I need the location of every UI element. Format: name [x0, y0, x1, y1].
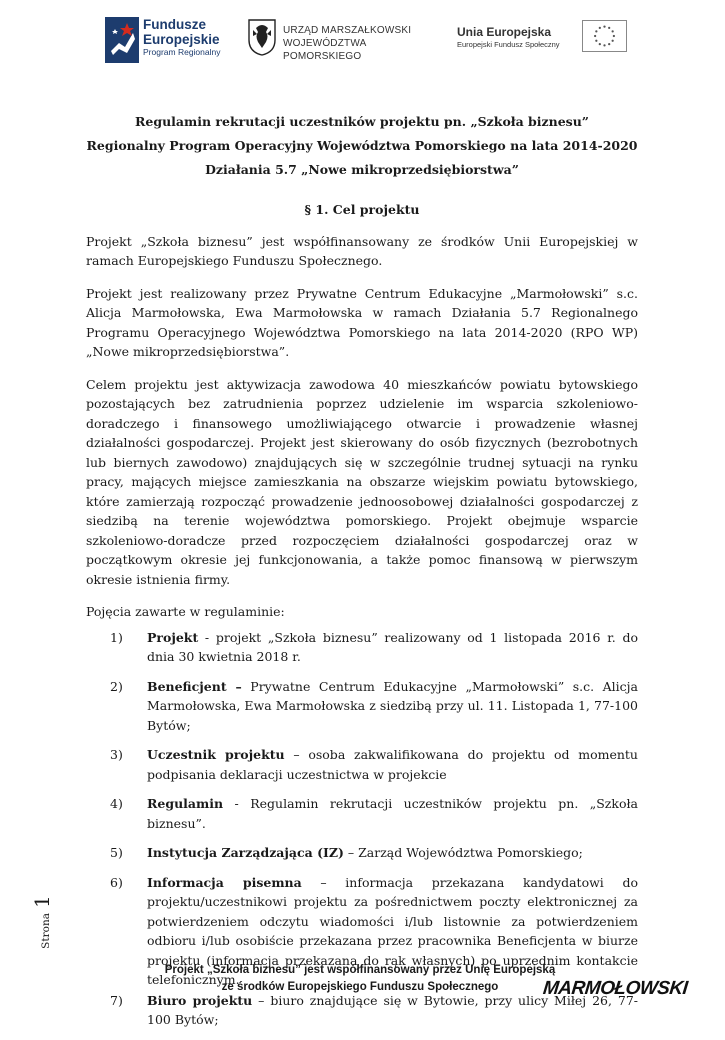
ue-line-1: Unia Europejska	[457, 25, 552, 39]
doc-title-line-3: Działania 5.7 „Nowe mikroprzedsiębiorstwa”	[205, 162, 519, 177]
list-item	[86, 628, 638, 667]
definition-term: Uczestnik projektu	[147, 747, 285, 762]
ue-line-2: Europejski Fundusz Społeczny	[457, 40, 560, 49]
definition-text: – osoba zakwalifikowana do projektu od momentu podpisania deklaracji uczestnictwa w projekcie	[147, 747, 638, 782]
list-number: 1)	[110, 629, 123, 645]
definition-term: Informacja pisemna	[147, 874, 302, 890]
definitions-intro: Pojęcia zawarte w regulaminie:	[86, 604, 285, 619]
um-line-2: WOJEWÓDZTWA POMORSKIEGO	[283, 38, 366, 62]
list-item	[86, 843, 638, 863]
urzad-marszalkowski-logo	[247, 18, 437, 64]
list-item	[86, 745, 638, 784]
list-number: 5)	[110, 845, 123, 860]
um-line-1: URZĄD MARSZAŁKOWSKI	[283, 25, 412, 36]
definition-text: – biuro znajdujące się w Bytowie, przy ulicy Miłej 26, 77-100 Bytów;	[147, 992, 638, 1027]
list-number: 7)	[110, 992, 123, 1008]
list-number: 3)	[110, 747, 123, 762]
footer-note	[110, 962, 610, 996]
marmolowski-brand-logo: MARMOŁOWSKI	[541, 978, 689, 999]
definition-term: Instytucja Zarządzająca (IZ)	[147, 845, 344, 860]
fe-line-1: Fundusze	[143, 17, 206, 32]
footer-line-2: ze środków Europejskiego Funduszu Społecznego	[221, 981, 499, 993]
list-number: 4)	[110, 796, 123, 811]
paragraph-cofinancing: Projekt „Szkoła biznesu” jest współfinansowany ze środków Unii Europejskiej w ramach Europejskiego Funduszu Społecznego.	[86, 233, 638, 268]
fe-line-2: Europejskie	[143, 32, 220, 47]
page-number: 1	[30, 895, 54, 908]
paragraph-goal: Celem projektu jest aktywizacja zawodowa 40 mieszkańców powiatu bytowskiego pozostających bez zatrudnienia poprzez udzielenie im wsparcia szkoleniowo-doradczego i finansowego umożliwiającego otwarcie i prowadzenie własnej działalności gospodarczej. Projekt jest skierowany do osób fizycznych (bezrobotnych lub biernych zawodowo) znajdujących się w szczególnie trudnej sytuacji na rynku pracy, mających miejsce zamieszkania na obszarze wiejskim powiatu bytowskiego, które zamierzają rozpocząć prowadzenie jednoosobowej działalności gospodarczej z siedzibą na terenie województwa pomorskiego. Projekt obejmuje wsparcie szkoleniowo-doradcze przed rozpoczęciem działalności gospodarczej oraz w początkowym okresie jej funkcjonowania, a także pomoc finansową w pierwszym okresie istnienia firmy.	[86, 376, 638, 587]
document-body	[86, 110, 638, 1040]
fe-star-logo-icon	[105, 17, 139, 63]
list-item	[86, 677, 638, 736]
definition-term: Biuro projektu	[147, 992, 253, 1008]
list-item	[86, 794, 638, 833]
definition-text: – informacja przekazana kandydatowi do projektu/uczestnikowi projektu za pośrednictwem poczty elektronicznej za potwierdzeniem odczytu wiadomości i/lub listownie za potwierdzeniem odbioru i/lub osobiście przekazana przez pracownika Beneficjenta w biurze projektu (informacja przekazana do rąk własnych) po uprzednim kontakcie telefonicznym.	[147, 874, 638, 987]
fundusze-europejskie-logo	[105, 17, 240, 67]
list-number: 2)	[110, 678, 123, 694]
doc-title-line-2: Regionalny Program Operacyjny Województwa Pomorskiego na lata 2014-2020	[86, 138, 638, 153]
definition-text: Prywatne Centrum Edukacyjne „Marmołowski” s.c. Alicja Marmołowska, Ewa Marmołowska z siedzibą przy ul. 11. Listopada 1, 77-100 Bytów;	[147, 678, 638, 733]
page-number-side	[22, 890, 62, 950]
unia-europejska-logo	[457, 20, 635, 64]
definition-term: Projekt	[147, 629, 199, 645]
doc-title-line-1: Regulamin rekrutacji uczestników projektu pn. „Szkoła biznesu”	[135, 114, 589, 129]
eu-flag-icon	[582, 20, 627, 52]
definition-text: - projekt „Szkoła biznesu” realizowany od 1 listopada 2016 r. do dnia 30 kwietnia 2018 r.	[147, 629, 638, 664]
section-heading: § 1. Cel projektu	[304, 202, 420, 217]
footer-line-1: Projekt „Szkoła biznesu” jest współfinansowany przez Unię Europejską	[164, 964, 556, 976]
definition-term: Regulamin	[147, 796, 224, 811]
paragraph-implementer: Projekt jest realizowany przez Prywatne Centrum Edukacyjne „Marmołowski” s.c. Alicja Marmołowska, Ewa Marmołowska w ramach Działania 5.7 Regionalnego Programu Operacyjnego Województwa Pomorskiego na lata 2014-2020 (RPO WP) „Nowe mikroprzedsiębiorstwa”.	[86, 285, 638, 359]
header-logos	[105, 14, 635, 70]
griffin-crest-icon	[247, 18, 277, 56]
definition-text: – Zarząd Województwa Pomorskiego;	[343, 845, 583, 860]
definition-term: Beneficjent –	[147, 678, 242, 694]
list-number: 6)	[110, 874, 123, 890]
definition-text: - Regulamin rekrutacji uczestników projektu pn. „Szkoła biznesu”.	[147, 796, 638, 831]
page-label: Strona	[40, 913, 52, 949]
fe-line-3: Program Regionalny	[143, 47, 221, 57]
